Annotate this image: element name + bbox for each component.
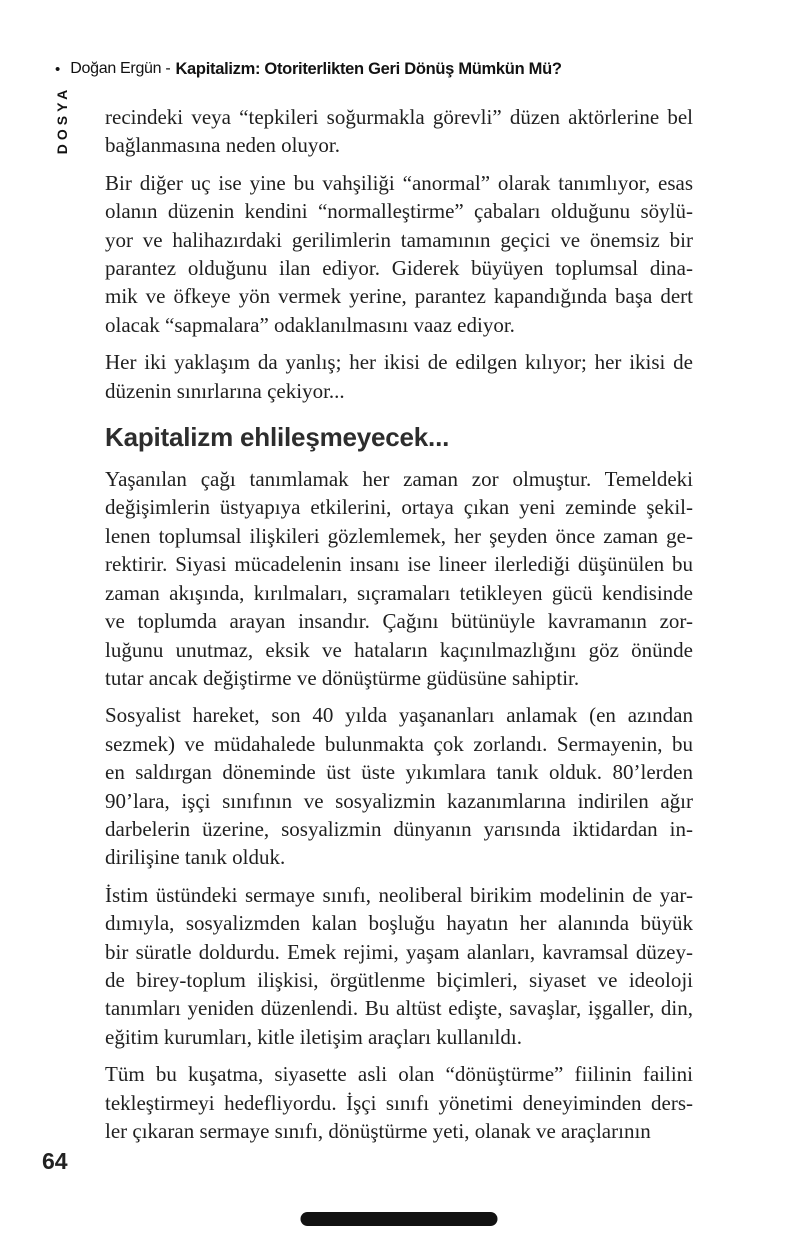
text-line: Bir diğer uç ise yine bu vahşiliği “anormal” olarak tanımlıyor, esas — [105, 170, 693, 195]
text-line: olacak “sapmalara” odaklanılmasını vaaz ediyor. — [105, 312, 515, 337]
section-heading: Kapitalizm ehlileşmeyecek... — [105, 422, 450, 453]
text-line: darbelerin üzerine, sosyalizmin dünyanın yarısında iktidardan in- — [105, 816, 693, 841]
text-line: düzenin sınırlarına çekiyor... — [105, 378, 345, 403]
text-line: Tüm bu kuşatma, siyasette asli olan “dönüştürme” fiilinin failini — [105, 1062, 693, 1087]
paragraph — [105, 465, 693, 692]
paragraph — [105, 348, 693, 405]
text-line: olanın düzenin kendini “normalleştirme” çabaları olduğunu söylü- — [105, 199, 693, 224]
bullet-icon: • — [55, 60, 61, 78]
page-number: 64 — [42, 1148, 68, 1174]
text-line: rektirir. Siyasi mücadelenin insanı ise lineer ilerlediği düşünülen bu — [105, 552, 693, 577]
paragraph — [105, 169, 693, 339]
text-line: tutar ancak değiştirme ve dönüştürme güdüsüne sahiptir. — [105, 665, 580, 690]
text-line: luğunu unutmaz, eksik ve hataların kaçınılmazlığını göz önünde — [105, 637, 693, 662]
text-line: 90’lara, işçi sınıfının ve sosyalizmin kazanımlarına indirilen ağır — [105, 788, 693, 813]
paragraph — [105, 881, 693, 1051]
text-line: en saldırgan döneminde üst üste yıkımlara tanık olduk. 80’lerden — [105, 760, 693, 785]
body-column — [105, 103, 693, 1154]
text-line: eğitim kurumları, kitle iletişim araçları kullanıldı. — [105, 1024, 522, 1049]
header-book-title: Kapitalizm: Otoriterlikten Geri Dönüş Mümkün Mü? — [175, 59, 562, 78]
home-indicator-bar[interactable] — [301, 1212, 498, 1226]
text-line: Yaşanılan çağı tanımlamak her zaman zor olmuştur. Temeldeki — [105, 467, 693, 492]
text-line: dirilişine tanık olduk. — [105, 845, 286, 870]
text-line: mik ve öfkeye yön vermek yerine, parantez kapandığında başa dert — [105, 284, 693, 309]
text-line: tekleştirmeyi hedefliyordu. İşçi sınıfı yönetimi deneyiminden ders- — [105, 1090, 693, 1115]
header-author: Doğan Ergün - — [70, 60, 171, 77]
text-line: lenen toplumsal ilişkileri gözlemlemek, her şeyden önce zaman ge- — [105, 523, 693, 548]
text-line: recindeki veya “tepkileri soğurmakla görevli” düzen aktörlerine bel — [105, 105, 693, 129]
text-line: Her iki yaklaşım da yanlış; her ikisi de edilgen kılıyor; her ikisi de — [105, 350, 693, 375]
text-line: değişimlerin üstyapıya etkilerini, ortaya çıkan yeni zeminde şekil- — [105, 495, 693, 520]
paragraph — [105, 701, 693, 871]
text-line: ler çıkaran sermaye sınıfı, dönüştürme yeti, olanak ve araçlarının — [105, 1119, 651, 1143]
text-line: parantez olduğunu ilan ediyor. Giderek büyüyen toplumsal dina- — [105, 256, 693, 281]
text-line: tanımları yeniden düzenlendi. Bu altüst edişte, savaşlar, işgaller, din, — [105, 996, 693, 1021]
text-line: yor ve halihazırdaki gerilimlerin tamamının geçici ve önemsiz bir — [105, 227, 693, 252]
text-line: bir süratle doldurdu. Emek rejimi, yaşam alanları, kavramsal düzey- — [105, 939, 693, 964]
text-line: bağlanmasına neden oluyor. — [105, 133, 341, 158]
text-line: Sosyalist hareket, son 40 yılda yaşananları anlamak (en azından — [105, 703, 693, 728]
paragraph — [105, 103, 693, 160]
text-line: sezmek) ve müdahalede bulunmakta çok zorlandı. Sermayenin, bu — [105, 731, 693, 756]
text-line: zaman akışında, kırılmaları, sıçramaları tetikleyen gücü kendisinde — [105, 580, 693, 605]
text-line: ve toplumda arayan insandır. Çağını bütünüyle kavramanın zor- — [105, 609, 693, 634]
running-header — [55, 57, 755, 81]
paragraph — [105, 1060, 693, 1145]
text-line: de birey-toplum ilişkisi, örgütlenme biçimleri, siyaset ve ideoloji — [105, 967, 693, 992]
dosya-vertical-label: DOSYA — [54, 85, 70, 155]
text-line: dımıyla, sosyalizmden kalan boşluğu hayatın her alanında büyük — [105, 911, 693, 936]
text-line: İstim üstündeki sermaye sınıfı, neoliberal birikim modelinin de yar- — [105, 882, 693, 907]
